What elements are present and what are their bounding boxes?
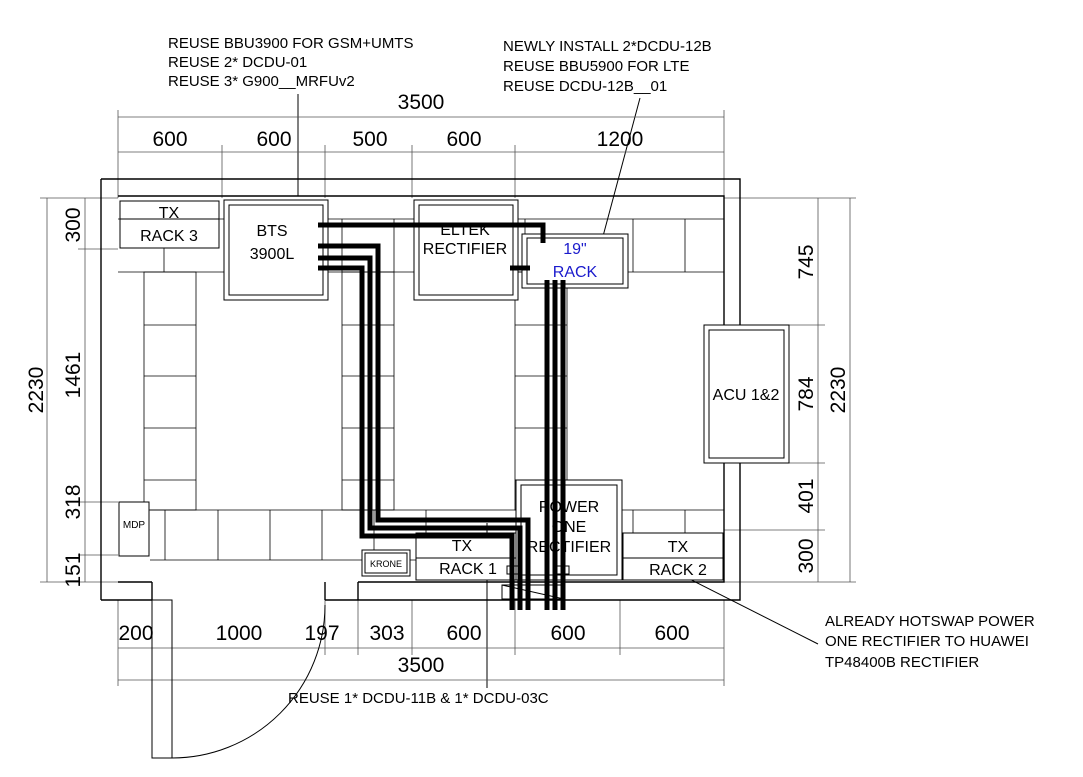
mdp-label: MDP	[122, 520, 146, 531]
bottom-total-dim: 3500	[397, 654, 445, 677]
left-dimension	[25, 198, 118, 588]
eltek-label-2: RECTIFIER	[422, 241, 508, 258]
top-dim-2: 600	[256, 128, 292, 151]
bts-label-1: BTS	[256, 223, 288, 240]
bottom-dim-5: 600	[446, 622, 482, 645]
tx-rack-2-label-1: TX	[667, 539, 689, 556]
acu-label: ACU 1&2	[712, 387, 780, 404]
acu-unit[interactable]	[704, 325, 789, 463]
mdp-panel[interactable]	[119, 502, 149, 556]
left-dim-1: 300	[62, 207, 85, 243]
krone-label: KRONE	[369, 559, 403, 569]
top-dim-3: 500	[352, 128, 388, 151]
rack19-label-1: 19"	[563, 241, 587, 258]
left-dim-4: 151	[62, 552, 85, 588]
bottom-dim-3: 197	[304, 622, 340, 645]
tx-rack-3-label-1: TX	[158, 205, 180, 222]
note-bottom-right-line-2: ONE RECTIFIER TO HUAWEI	[825, 633, 1029, 650]
top-dim-4: 600	[446, 128, 482, 151]
right-dim-3: 401	[795, 478, 818, 514]
right-total-dim: 2230	[827, 366, 850, 414]
bottom-dim-2: 1000	[215, 622, 263, 645]
note-bottom-right	[825, 613, 1035, 671]
krone-box[interactable]	[362, 550, 410, 576]
bottom-dim-7: 600	[654, 622, 690, 645]
tx-rack-1-label-2: RACK 1	[439, 561, 497, 578]
note-top-right-line-3: REUSE DCDU-12B__01	[503, 78, 668, 95]
bottom-dimension	[118, 600, 724, 686]
bts-3900l[interactable]	[224, 200, 328, 300]
tx-rack-1[interactable]	[416, 533, 516, 580]
left-dim-2: 1461	[62, 351, 85, 399]
top-dim-5: 1200	[596, 128, 644, 151]
tx-rack-2-label-2: RACK 2	[649, 562, 707, 579]
tx-rack-3[interactable]	[120, 201, 219, 248]
note-bottom-right-line-3: TP48400B RECTIFIER	[825, 654, 980, 671]
right-dim-4: 300	[795, 538, 818, 574]
top-dim-1: 600	[152, 128, 188, 151]
bts-label-2: 3900L	[249, 246, 295, 263]
right-dim-1: 745	[795, 244, 818, 280]
bottom-dim-6: 600	[550, 622, 586, 645]
power-one-label-2: ONE	[551, 519, 587, 536]
tx-rack-1-label-1: TX	[451, 538, 473, 555]
power-one-label-1: POWER	[538, 499, 600, 516]
top-total-dim: 3500	[397, 91, 445, 114]
note-top-right	[503, 38, 712, 95]
eltek-label-1: ELTEK	[440, 222, 490, 239]
note-top-left-line-1: REUSE BBU3900 FOR GSM+UMTS	[168, 35, 414, 52]
bottom-dim-4: 303	[369, 622, 405, 645]
power-one-label-3: RECTIFIER	[526, 539, 612, 556]
eltek-rectifier[interactable]	[414, 200, 518, 300]
tx-rack-2[interactable]	[623, 533, 723, 580]
left-total-dim: 2230	[25, 366, 48, 414]
note-top-right-line-1: NEWLY INSTALL 2*DCDU-12B	[503, 38, 712, 55]
left-dim-3: 318	[62, 484, 85, 520]
rack19-label-2: RACK	[552, 264, 598, 281]
note-bottom-right-line-1: ALREADY HOTSWAP POWER	[825, 613, 1035, 630]
power-one-rectifier[interactable]	[516, 480, 622, 580]
note-top-left-line-3: REUSE 3* G900__MRFUv2	[168, 73, 355, 90]
rack-19-inch[interactable]	[522, 234, 628, 288]
bottom-dim-1: 200	[118, 622, 154, 645]
right-dim-2: 784	[795, 376, 818, 412]
note-top-left	[168, 35, 413, 90]
note-bottom: REUSE 1* DCDU-11B & 1* DCDU-03C	[288, 690, 549, 707]
top-dimension	[118, 91, 724, 198]
tx-rack-3-label-2: RACK 3	[140, 228, 198, 245]
note-top-right-line-2: REUSE BBU5900 FOR LTE	[503, 58, 690, 75]
note-top-left-line-2: REUSE 2* DCDU-01	[168, 54, 308, 71]
